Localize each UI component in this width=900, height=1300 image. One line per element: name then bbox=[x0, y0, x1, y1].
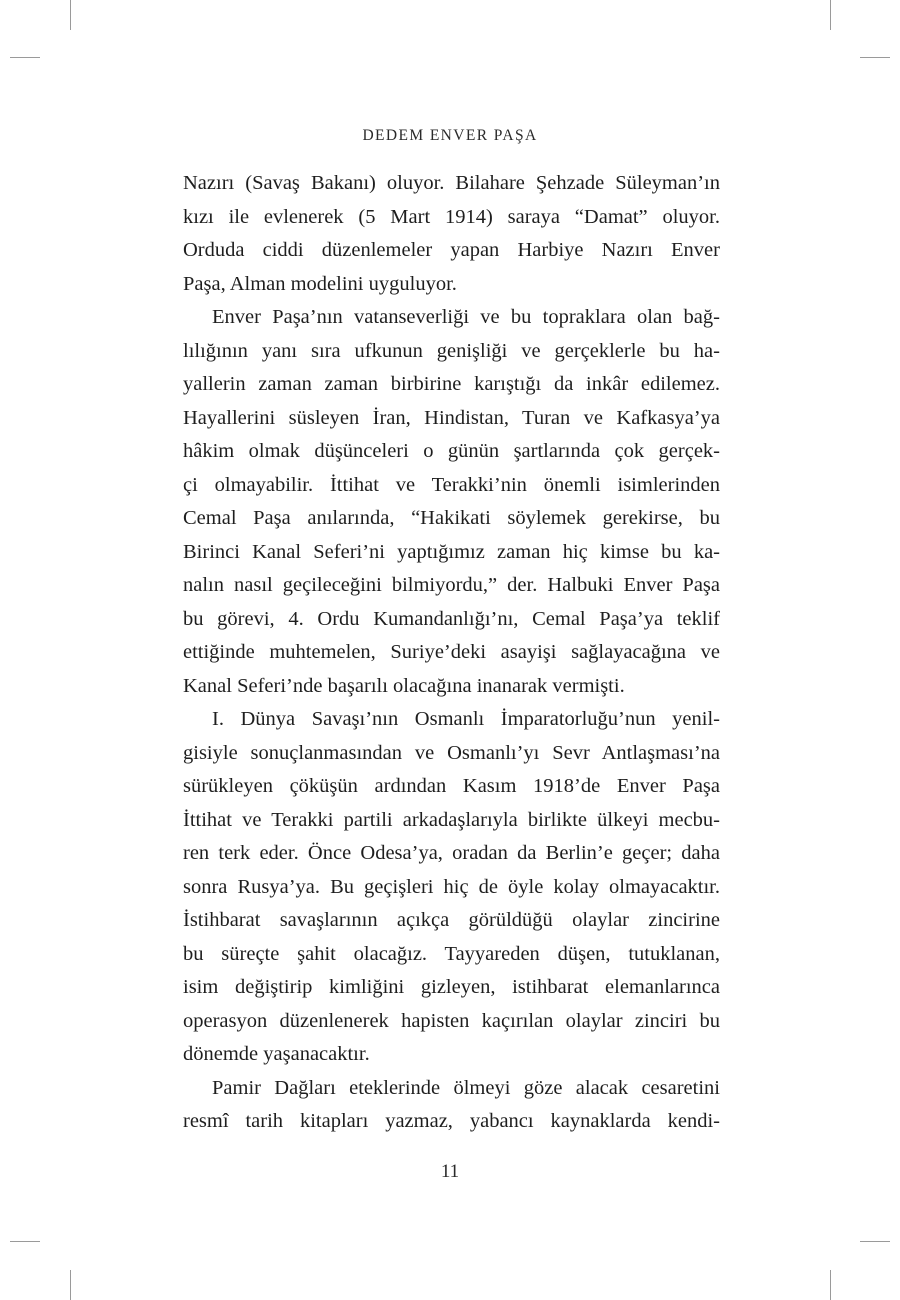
body-text bbox=[183, 167, 720, 1139]
text-line: I. Dünya Savaşı’nın Osmanlı İmparatorluğu’nun yenil- bbox=[212, 708, 720, 730]
text-line: Enver Paşa’nın vatanseverliği ve bu topraklara olan bağ- bbox=[212, 306, 720, 328]
crop-mark bbox=[830, 1270, 831, 1300]
text-line: sürükleyen çöküşün ardından Kasım 1918’de Enver Paşa bbox=[183, 775, 720, 797]
running-head: DEDEM ENVER PAŞA bbox=[362, 127, 538, 144]
text-line: yallerin zaman zaman birbirine karıştığı da inkâr edilemez. bbox=[183, 373, 720, 395]
text-line: Hayallerini süsleyen İran, Hindistan, Turan ve Kafkasya’ya bbox=[183, 406, 720, 429]
text-line: bu süreçte şahit olacağız. Tayyareden düşen, tutuklanan, bbox=[183, 942, 720, 965]
text-line: İttihat ve Terakki partili arkadaşlarıyla birlikte ülkeyi mecbu- bbox=[183, 808, 720, 831]
paragraph bbox=[183, 703, 720, 1072]
text-line: İstihbarat savaşlarının açıkça görüldüğü olaylar zincirine bbox=[183, 909, 720, 931]
text-line: bu görevi, 4. Ordu Kumandanlığı’nı, Cemal Paşa’ya teklif bbox=[183, 607, 720, 630]
text-line: Nazırı (Savaş Bakanı) oluyor. Bilahare Şehzade Süleyman’ın bbox=[183, 172, 720, 194]
crop-mark bbox=[70, 1270, 71, 1300]
crop-mark bbox=[860, 57, 890, 58]
page-number: 11 bbox=[440, 1161, 460, 1182]
paragraph bbox=[183, 167, 720, 301]
text-line: kızı ile evlenerek (5 Mart 1914) saraya “Damat” oluyor. bbox=[183, 205, 720, 228]
text-line: Orduda ciddi düzenlemeler yapan Harbiye Nazırı Enver bbox=[183, 239, 720, 261]
text-line: ettiğinde muhtemelen, Suriye’deki asayişi sağlayacağına ve bbox=[183, 641, 720, 663]
text-line: çi olmayabilir. İttihat ve Terakki’nin önemli isimlerinden bbox=[183, 473, 720, 496]
text-line: hâkim olmak düşünceleri o günün şartlarında çok gerçek- bbox=[183, 440, 720, 462]
text-line: resmî tarih kitapları yazmaz, yabancı kaynaklarda kendi- bbox=[183, 1110, 720, 1132]
crop-mark bbox=[10, 1241, 40, 1242]
text-line: nalın nasıl geçileceğini bilmiyordu,” der. Halbuki Enver Paşa bbox=[183, 574, 720, 596]
crop-mark bbox=[860, 1241, 890, 1242]
crop-mark bbox=[10, 57, 40, 58]
paragraph bbox=[183, 301, 720, 703]
text-line: Paşa, Alman modelini uyguluyor. bbox=[183, 272, 457, 295]
text-line: gisiyle sonuçlanmasından ve Osmanlı’yı Sevr Antlaşması’na bbox=[183, 741, 720, 764]
text-line: sonra Rusya’ya. Bu geçişleri hiç de öyle kolay olmayacaktır. bbox=[183, 875, 720, 898]
text-line: lılığının yanı sıra ufkunun genişliği ve gerçeklerle bu ha- bbox=[183, 339, 720, 362]
text-line: Cemal Paşa anılarında, “Hakikati söylemek gerekirse, bu bbox=[183, 507, 720, 529]
paragraph bbox=[183, 1072, 720, 1139]
text-line: dönemde yaşanacaktır. bbox=[183, 1043, 370, 1065]
text-line: operasyon düzenlenerek hapisten kaçırılan olaylar zinciri bu bbox=[183, 1009, 720, 1032]
crop-mark bbox=[830, 0, 831, 30]
text-line: isim değiştirip kimliğini gizleyen, istihbarat elemanlarınca bbox=[183, 976, 720, 998]
text-line: ren terk eder. Önce Odesa’ya, oradan da Berlin’e geçer; daha bbox=[183, 842, 720, 864]
crop-mark bbox=[70, 0, 71, 30]
text-line: Pamir Dağları eteklerinde ölmeyi göze alacak cesaretini bbox=[212, 1076, 720, 1099]
text-line: Birinci Kanal Seferi’ni yaptığımız zaman hiç kimse bu ka- bbox=[183, 540, 720, 563]
text-line: Kanal Seferi’nde başarılı olacağına inanarak vermişti. bbox=[183, 674, 625, 697]
